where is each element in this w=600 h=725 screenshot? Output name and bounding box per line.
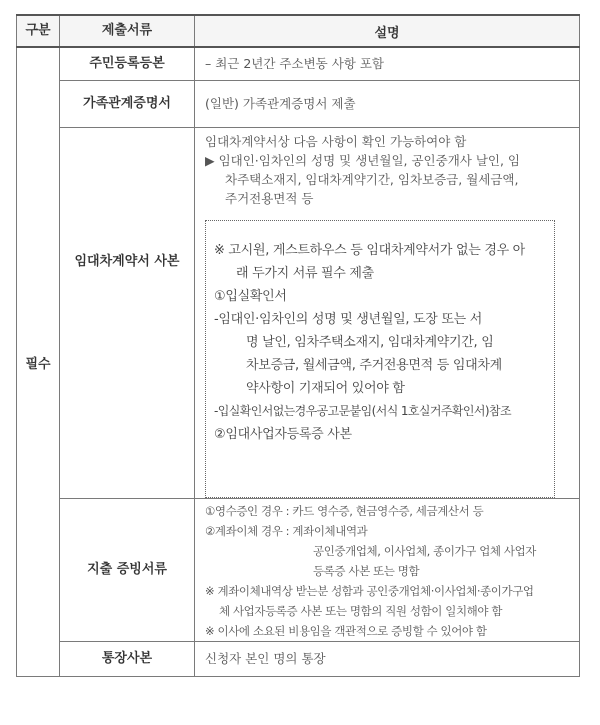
table-row [17,81,580,128]
exception-note-box [205,220,555,498]
doc-name: 가족관계증명서 [60,81,195,128]
doc-name [60,128,195,499]
lease-line: ▶ 임대인·임차인의 성명 및 생년월일, 공인중개사 날인, 임 [205,153,520,168]
expense-proof-list [205,499,569,641]
note-line: ②임대사업자등록증 사본 [214,427,352,442]
header-category: 구분 [17,15,60,47]
doc-description: (일반) 가족관계증명서 제출 [195,81,580,128]
note-line: -임대인·임차인의 성명 및 생년월일, 도장 또는 서 [214,312,482,327]
table-row [17,499,580,642]
doc-name: 통장사본 [60,642,195,677]
note-line: ※ 고시원, 게스트하우스 등 임대차계약서가 없는 경우 아 [214,243,525,258]
table-row [17,128,580,499]
doc-name: 주민등록등본 [60,47,195,81]
lease-line: 임대차계약서상 다음 사항이 확인 가능하여야 함 [205,134,467,149]
table-row [17,47,580,81]
doc-name-label: 임대차계약서 사본 [74,254,180,269]
category-required-label: 필수 [25,357,51,372]
lease-requirements [205,128,569,208]
doc-description: 신청자 본인 명의 통장 [195,642,580,677]
proof-line: 체 사업자등록증 사본 또는 명함의 직원 성함이 일치해야 함 [219,604,503,618]
proof-line: ※ 이사에 소요된 비용임을 객관적으로 증빙할 수 있어야 함 [205,624,487,638]
table-header-row [17,15,580,47]
required-documents-table [16,14,580,677]
note-line: 약사항이 기재되어 있어야 함 [246,381,405,396]
note-line: ①입실확인서 [214,289,287,304]
proof-line: ※ 계좌이체내역상 받는분 성함과 공인중개업체·이사업체·종이가구업 [205,584,534,598]
header-documents: 제출서류 [60,15,195,47]
doc-description [195,128,580,499]
header-description: 설명 [195,15,580,47]
category-required [17,47,60,677]
doc-description: – 최근 2년간 주소변동 사항 포함 [195,47,580,81]
proof-line: ②계좌이체 경우 : 계좌이체내역과 [205,524,368,538]
lease-line: 주거전용면적 등 [225,191,314,206]
note-line: 래 두가지 서류 필수 제출 [236,266,374,281]
table-row [17,642,580,677]
proof-line: ①영수증인 경우 : 카드 영수증, 현금영수증, 세금계산서 등 [205,504,484,518]
doc-name: 지출 증빙서류 [60,499,195,642]
note-line: -입실확인서없는경우공고문붙임(서식 1호실거주확인서)참조 [214,404,511,418]
proof-line: 등록증 사본 또는 명함 [313,564,420,578]
proof-line: 공인중개업체, 이사업체, 종이가구 업체 사업자 [313,544,537,558]
note-line: 명 날인, 임차주택소재지, 임대차계약기간, 임 [246,335,494,350]
note-line: 차보증금, 월세금액, 주거전용면적 등 임대차계 [246,358,502,373]
lease-line: 차주택소재지, 임대차계약기간, 임차보증금, 월세금액, [225,172,519,187]
doc-description [195,499,580,642]
